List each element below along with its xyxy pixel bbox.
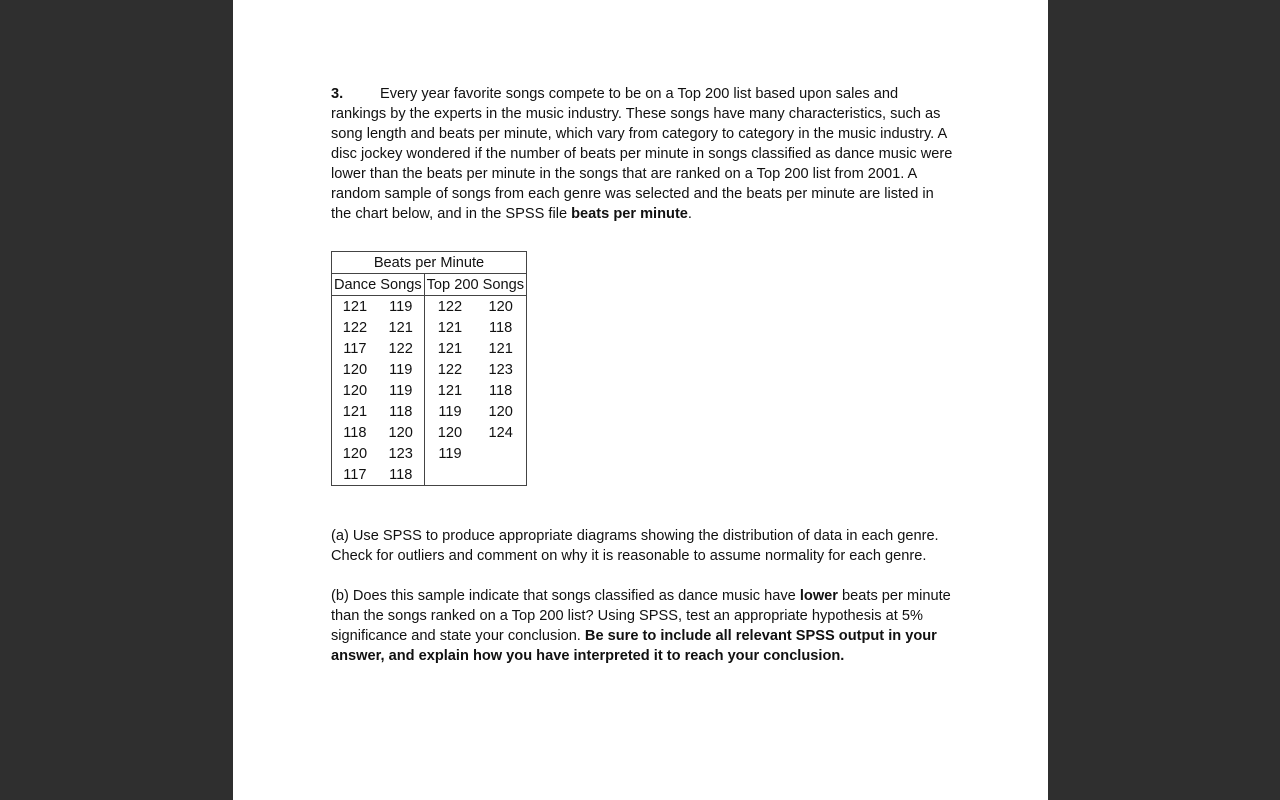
part-b-text-1: (b) Does this sample indicate that songs classified as dance music have bbox=[331, 588, 800, 604]
table-row bbox=[332, 401, 527, 422]
intro-text: Every year favorite songs compete to be on a Top 200 list based upon sales and rankings by the experts in the music industry. These songs have many characteristics, such as song length and beats per minute, which vary from category to category in the music industry. A disc jockey wondered if the number of beats per minute in songs classified as dance music were lower than the beats per minute in the songs that are ranked on a Top 200 list from 2001. A random sample of songs from each genre was selected and the beats per minute are listed in the chart below, and in the SPSS file bbox=[331, 86, 953, 222]
header-dance-songs: Dance Songs bbox=[332, 274, 425, 296]
table-cell: 117 bbox=[332, 464, 378, 486]
part-a bbox=[331, 526, 953, 566]
table-cell: 120 bbox=[332, 359, 378, 380]
intro-end: . bbox=[687, 206, 692, 222]
table-cell: 121 bbox=[388, 319, 413, 336]
part-a-text: (a) Use SPSS to produce appropriate diagrams showing the distribution of data in each genre. Check for outliers and comment on why it is reasonable to assume normality for each genre. bbox=[331, 528, 939, 564]
header-top-200-songs: Top 200 Songs bbox=[424, 274, 526, 296]
table-cell: 121 bbox=[332, 296, 378, 318]
spss-file-name: beats per minute bbox=[571, 206, 688, 222]
table-cell: 119 bbox=[389, 361, 413, 378]
table-cell: 123 bbox=[475, 359, 526, 380]
table-cell: 120 bbox=[424, 422, 475, 443]
question-intro bbox=[331, 84, 953, 224]
question-number: 3. bbox=[331, 86, 344, 102]
table-cell: 119 bbox=[389, 382, 413, 399]
table-cell: 121 bbox=[424, 338, 475, 359]
table-cell: 121 bbox=[475, 338, 526, 359]
document-page bbox=[233, 0, 1048, 800]
table-cell: 120 bbox=[332, 380, 378, 401]
table-cell: 121 bbox=[424, 317, 475, 338]
table-cell: 121 bbox=[424, 380, 475, 401]
table-cell: 120 bbox=[475, 296, 526, 318]
table-cell: 120 bbox=[388, 424, 413, 441]
table-cell: 118 bbox=[389, 403, 413, 420]
table-row bbox=[332, 464, 527, 486]
table-cell bbox=[475, 443, 526, 464]
part-b bbox=[331, 586, 953, 666]
table-cell: 118 bbox=[378, 464, 424, 486]
table-row bbox=[332, 338, 527, 359]
table-cell: 118 bbox=[475, 380, 526, 401]
table-cell: 119 bbox=[424, 443, 475, 464]
question-content bbox=[331, 84, 953, 666]
table-cell: 120 bbox=[332, 443, 378, 464]
table-cell: 120 bbox=[475, 401, 526, 422]
table-cell: 118 bbox=[475, 317, 526, 338]
table-cell: 118 bbox=[332, 422, 378, 443]
table-cell: 117 bbox=[332, 338, 378, 359]
table-row bbox=[332, 359, 527, 380]
table-body bbox=[332, 296, 527, 486]
table-cell: 123 bbox=[388, 445, 413, 462]
table-cell: 124 bbox=[475, 422, 526, 443]
table-cell: 119 bbox=[389, 298, 413, 315]
table-row bbox=[332, 317, 527, 338]
part-b-bold-lower: lower bbox=[799, 588, 838, 604]
table-cell: 122 bbox=[332, 317, 378, 338]
table-cell: 122 bbox=[424, 359, 475, 380]
table-row bbox=[332, 422, 527, 443]
table-cell: 122 bbox=[388, 340, 413, 357]
part-b-bold-instruction: Be sure to include all relevant SPSS output in your answer, and explain how you have interpreted it to reach your conclusion. bbox=[331, 628, 937, 664]
table-cell bbox=[424, 464, 475, 486]
part-b-text-2: beats per minute than the songs ranked on a Top 200 list? Using SPSS, test an appropriate hypothesis at 5% significance and state your conclusion. bbox=[331, 588, 951, 644]
table-row bbox=[332, 380, 527, 401]
table-cell bbox=[475, 464, 526, 486]
table-cell: 122 bbox=[424, 296, 475, 318]
table-cell: 119 bbox=[424, 401, 475, 422]
table-row bbox=[332, 296, 527, 318]
beats-per-minute-table bbox=[331, 251, 527, 486]
table-row bbox=[332, 443, 527, 464]
table-cell: 121 bbox=[332, 401, 378, 422]
table-title: Beats per Minute bbox=[332, 252, 527, 274]
